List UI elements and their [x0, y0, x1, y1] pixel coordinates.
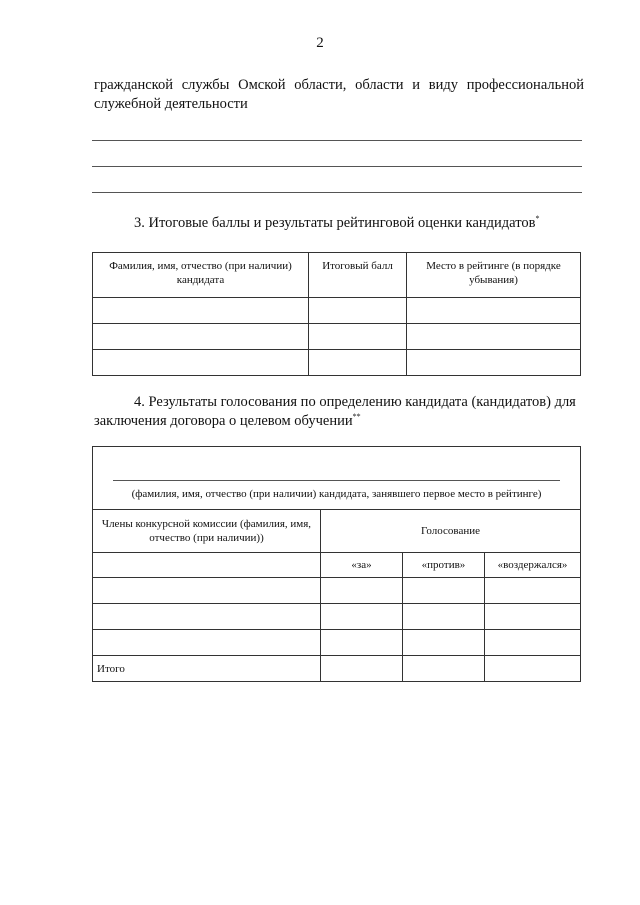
section3-heading-text: 3. Итоговые баллы и результаты рейтинговой оценки кандидатов — [134, 215, 536, 231]
column-header-for: «за» — [321, 553, 403, 578]
table-cell — [93, 604, 321, 630]
table-cell — [403, 630, 485, 656]
section4-heading-text: 4. Результаты голосования по определению кандидата (кандидатов) для заключения договора о целевом обучении — [94, 394, 576, 429]
table-header-row — [93, 510, 581, 553]
table-row — [93, 604, 581, 630]
table-header-row — [93, 253, 581, 298]
column-header-voting: Голосование — [321, 510, 581, 553]
candidate-row — [93, 447, 581, 510]
table-row — [93, 350, 581, 376]
table-cell — [93, 324, 309, 350]
candidate-fill-line — [113, 480, 560, 481]
table-cell — [407, 324, 581, 350]
table-cell — [485, 578, 581, 604]
footnote-mark: * — [535, 214, 540, 224]
table-cell — [321, 656, 403, 682]
table-row — [93, 578, 581, 604]
section3-heading — [94, 214, 584, 233]
rating-results-table — [92, 252, 581, 376]
table-row — [93, 324, 581, 350]
table-cell — [309, 350, 407, 376]
column-header-members: Члены конкурсной комиссии (фамилия, имя, отчество (при наличии)) — [93, 510, 321, 553]
table-cell — [309, 298, 407, 324]
table-cell — [485, 630, 581, 656]
table-cell — [403, 656, 485, 682]
blank-fill-line — [92, 192, 582, 193]
column-header-score: Итоговый балл — [309, 253, 407, 298]
table-cell — [321, 578, 403, 604]
column-header-against: «против» — [403, 553, 485, 578]
table-cell — [93, 350, 309, 376]
column-header-candidate: Фамилия, имя, отчество (при наличии) кандидата — [93, 253, 309, 298]
intro-paragraph: гражданской службы Омской области, области и виду профессиональной служебной деятельности — [94, 77, 584, 112]
table-cell — [407, 350, 581, 376]
section4-heading — [94, 393, 584, 431]
total-label: Итого — [93, 656, 321, 682]
vote-options-row — [93, 553, 581, 578]
candidate-caption: (фамилия, имя, отчество (при наличии) кандидата, занявшего первое место в рейтинге) — [131, 487, 542, 500]
table-cell — [321, 604, 403, 630]
candidate-cell — [93, 447, 581, 510]
table-cell — [485, 656, 581, 682]
table-cell — [93, 553, 321, 578]
blank-fill-line — [92, 166, 582, 167]
table-cell — [321, 630, 403, 656]
voting-results-table — [92, 446, 581, 682]
table-row — [93, 298, 581, 324]
page-number: 2 — [316, 35, 324, 51]
footnote-mark: ** — [352, 412, 361, 422]
table-cell — [93, 578, 321, 604]
table-cell — [309, 324, 407, 350]
table-cell — [485, 604, 581, 630]
blank-fill-line — [92, 140, 582, 141]
table-cell — [93, 298, 309, 324]
table-row — [93, 630, 581, 656]
table-cell — [407, 298, 581, 324]
table-cell — [403, 604, 485, 630]
column-header-rank: Место в рейтинге (в порядке убывания) — [407, 253, 581, 298]
total-row — [93, 656, 581, 682]
table-cell — [93, 630, 321, 656]
table-cell — [403, 578, 485, 604]
column-header-abstained: «воздержался» — [485, 553, 581, 578]
